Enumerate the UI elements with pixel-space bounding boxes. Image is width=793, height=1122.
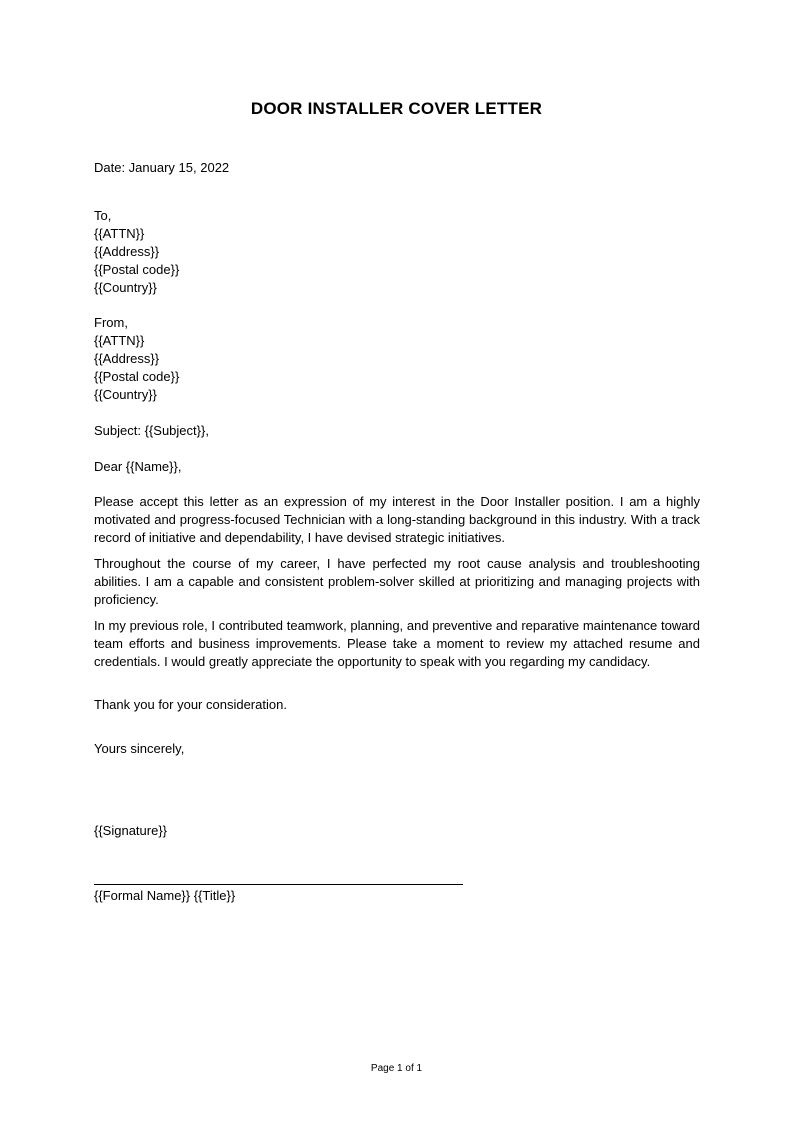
body-paragraph-3: In my previous role, I contributed teamwork, planning, and preventive and reparative maintenance toward team efforts and business improvements. Please take a moment to review my attached resume and credentials. I would greatly appreciate the opportunity to speak with you regarding my candidacy. — [94, 618, 700, 669]
thanks-line: Thank you for your consideration. — [94, 697, 287, 712]
from-postal-code: {{Postal code}} — [94, 369, 180, 384]
from-country: {{Country}} — [94, 387, 157, 402]
closing-line: Yours sincerely, — [94, 741, 185, 756]
to-heading: To, — [94, 208, 112, 223]
subject-line: Subject: {{Subject}}, — [94, 423, 209, 438]
signature-placeholder: {{Signature}} — [94, 823, 168, 838]
from-heading: From, — [94, 315, 128, 330]
document-title: DOOR INSTALLER COVER LETTER — [250, 99, 543, 118]
body-paragraph-2: Throughout the course of my career, I have perfected my root cause analysis and troubleshooting abilities. I am a capable and consistent problem-solver skilled at prioritizing and managing projects with proficiency. — [94, 556, 700, 607]
date-line: Date: January 15, 2022 — [94, 160, 230, 175]
formal-name-title: {{Formal Name}} {{Title}} — [94, 888, 236, 903]
to-address: {{Address}} — [94, 244, 160, 259]
to-postal-code: {{Postal code}} — [94, 262, 180, 277]
sender-address-block — [94, 314, 700, 404]
from-address: {{Address}} — [94, 351, 160, 366]
to-country: {{Country}} — [94, 280, 157, 295]
body-paragraph-1: Please accept this letter as an expression of my interest in the Door Installer position. I am a highly motivated and progress-focused Technician with a long-standing background in this industry. With a track record of initiative and dependability, I have devised strategic initiatives. — [94, 494, 700, 545]
signature-rule — [94, 884, 463, 885]
recipient-address-block — [94, 207, 700, 297]
to-attn: {{ATTN}} — [94, 226, 145, 241]
page-number-footer: Page 1 of 1 — [370, 1063, 423, 1074]
greeting-line: Dear {{Name}}, — [94, 459, 182, 474]
from-attn: {{ATTN}} — [94, 333, 145, 348]
